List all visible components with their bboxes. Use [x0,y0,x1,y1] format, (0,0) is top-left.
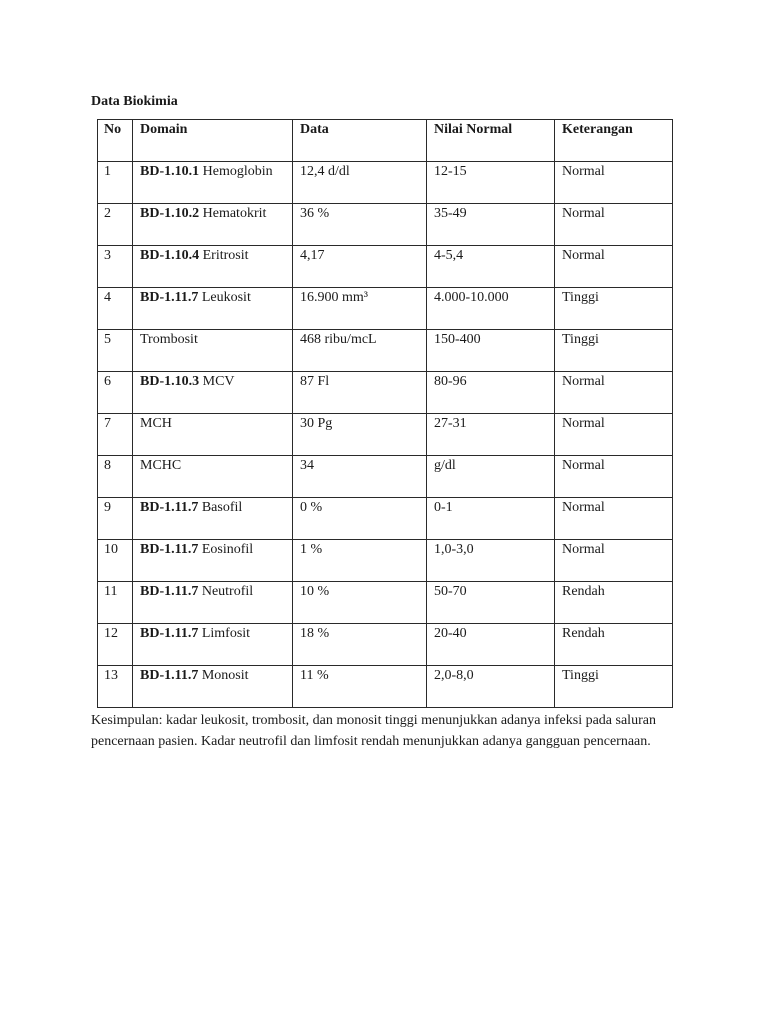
cell-domain [133,204,293,246]
domain-code: BD-1.10.1 [140,164,200,179]
domain-name: Eosinofil [198,542,254,557]
cell-normal-value: 4.000-10.000 [427,288,555,330]
table-row [98,498,673,540]
domain-code: BD-1.10.4 [140,248,200,263]
cell-no: 2 [98,204,133,246]
cell-domain [133,456,293,498]
cell-no: 8 [98,456,133,498]
domain-code: BD-1.11.7 [140,290,199,305]
domain-name: Leukosit [198,290,251,305]
table-row [98,624,673,666]
header-data: Data [293,120,427,162]
cell-normal-value: 27-31 [427,414,555,456]
cell-normal-value: g/dl [427,456,555,498]
cell-data: 30 Pg [293,414,427,456]
header-domain: Domain [133,120,293,162]
table-header-row [98,120,673,162]
cell-data: 34 [293,456,427,498]
cell-data: 18 % [293,624,427,666]
cell-normal-value: 50-70 [427,582,555,624]
table-row [98,372,673,414]
domain-name: MCV [199,374,235,389]
cell-no: 6 [98,372,133,414]
domain-name: Eritrosit [199,248,249,263]
cell-keterangan: Rendah [555,624,673,666]
conclusion-paragraph: Kesimpulan: kadar leukosit, trombosit, dan monosit tinggi menunjukkan adanya infeksi pada saluran pencernaan pasien. Kadar neutrofil dan limfosit rendah menunjukkan adanya gangguan pencernaan. [91,713,656,749]
table-row [98,414,673,456]
cell-domain [133,372,293,414]
header-keterangan: Keterangan [555,120,673,162]
cell-no: 13 [98,666,133,708]
table-row [98,288,673,330]
domain-code: BD-1.11.7 [140,626,199,641]
cell-keterangan: Tinggi [555,330,673,372]
cell-keterangan: Normal [555,498,673,540]
domain-name: Limfosit [198,626,251,641]
cell-data: 10 % [293,582,427,624]
cell-no: 10 [98,540,133,582]
domain-name: MCHC [140,458,182,473]
cell-keterangan: Normal [555,246,673,288]
biochemistry-table [97,119,673,708]
cell-no: 4 [98,288,133,330]
domain-code: BD-1.10.2 [140,206,200,221]
cell-normal-value: 2,0-8,0 [427,666,555,708]
cell-keterangan: Rendah [555,582,673,624]
cell-no: 12 [98,624,133,666]
cell-normal-value: 0-1 [427,498,555,540]
document-title: Data Biokimia [91,94,178,109]
cell-no: 1 [98,162,133,204]
table-row [98,540,673,582]
cell-normal-value: 4-5,4 [427,246,555,288]
domain-code: BD-1.11.7 [140,500,199,515]
table-row [98,246,673,288]
cell-domain [133,582,293,624]
cell-domain [133,498,293,540]
cell-normal-value: 35-49 [427,204,555,246]
cell-data: 87 Fl [293,372,427,414]
table-row [98,204,673,246]
cell-data: 11 % [293,666,427,708]
cell-keterangan: Normal [555,162,673,204]
cell-data: 12,4 d/dl [293,162,427,204]
cell-keterangan: Normal [555,414,673,456]
cell-data: 1 % [293,540,427,582]
cell-data: 4,17 [293,246,427,288]
cell-no: 3 [98,246,133,288]
cell-data: 468 ribu/mcL [293,330,427,372]
cell-data: 36 % [293,204,427,246]
domain-code: BD-1.11.7 [140,542,199,557]
cell-no: 11 [98,582,133,624]
cell-keterangan: Normal [555,540,673,582]
table-row [98,330,673,372]
cell-normal-value: 150-400 [427,330,555,372]
cell-domain [133,540,293,582]
domain-name: Hemoglobin [199,164,273,179]
cell-normal-value: 80-96 [427,372,555,414]
cell-no: 5 [98,330,133,372]
cell-domain [133,666,293,708]
domain-code: BD-1.11.7 [140,584,199,599]
cell-no: 7 [98,414,133,456]
cell-normal-value: 20-40 [427,624,555,666]
header-normal-value: Nilai Normal [427,120,555,162]
table-row [98,456,673,498]
domain-code: BD-1.10.3 [140,374,200,389]
cell-keterangan: Tinggi [555,666,673,708]
domain-name: Trombosit [140,332,198,347]
cell-domain [133,414,293,456]
cell-domain [133,246,293,288]
domain-name: Neutrofil [198,584,254,599]
cell-domain [133,288,293,330]
cell-domain [133,330,293,372]
cell-domain [133,162,293,204]
domain-name: Hematokrit [199,206,267,221]
header-no: No [98,120,133,162]
cell-normal-value: 1,0-3,0 [427,540,555,582]
cell-data: 16.900 mm³ [293,288,427,330]
table-row [98,666,673,708]
cell-keterangan: Normal [555,456,673,498]
domain-name: MCH [140,416,172,431]
domain-name: Basofil [198,500,243,515]
cell-normal-value: 12-15 [427,162,555,204]
table-row [98,582,673,624]
cell-data: 0 % [293,498,427,540]
cell-keterangan: Tinggi [555,288,673,330]
domain-code: BD-1.11.7 [140,668,199,683]
cell-keterangan: Normal [555,204,673,246]
cell-keterangan: Normal [555,372,673,414]
domain-name: Monosit [198,668,249,683]
cell-no: 9 [98,498,133,540]
cell-domain [133,624,293,666]
table-row [98,162,673,204]
